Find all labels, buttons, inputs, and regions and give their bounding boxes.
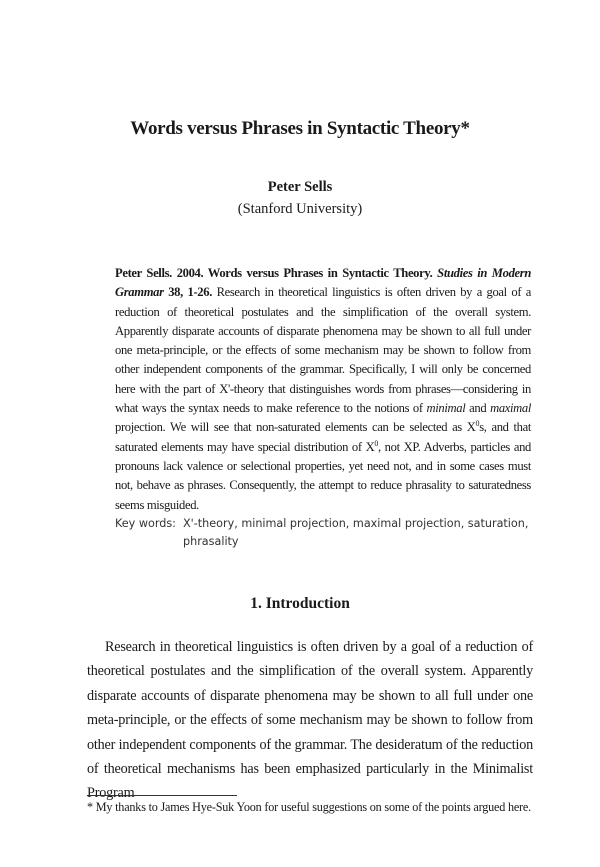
author-affiliation: (Stanford University) (237, 201, 363, 217)
footnote: * My thanks to James Hye-Suk Yoon for useful suggestions on some of the points argued here. (87, 800, 531, 814)
abstract-text-1: Research in theoretical linguistics is often driven by a goal of a reduction of theoretical postulates and the simplification of the overall system. Apparently disparate accounts of disparate phenomena may be shown to all full under one meta-principle, or the effects of some mechanism may be shown to follow from other independent components of the grammar. Specifically, I will only be concerned here with the part of X'-theory that distinguishes words from phrases—considering in what ways the syntax needs to make reference to the notions of (115, 285, 531, 416)
section-heading: 1. Introduction (250, 595, 350, 612)
abstract (115, 264, 531, 515)
abstract-text-2c: , not XP. Adverbs, particles and pronouns lack valence or selectional properties, yet need not, and in some cases must not, behave as phrases. Consequently, the attempt to reduce phrasality to saturatedness seems misguided. (115, 439, 531, 512)
keywords-label: Key words: (115, 517, 176, 530)
keywords (115, 515, 535, 551)
footnote-divider (87, 795, 237, 796)
body-text: Research in theoretical linguistics is often driven by a goal of a reduction of theoretical postulates and the simplification of the overall system. Apparently disparate accounts of disparate phenomena may be shown to all full under one meta-principle, or the effects of some mechanism may be shown to follow from other independent components of the grammar. The desideratum of the reduction of theoretical mechanisms has been emphasized particularly in the Minimalist Program (87, 639, 533, 802)
superscript-zero-2: 0 (374, 438, 378, 448)
abstract-volume-pages: 38, 1-26. (168, 285, 212, 300)
abstract-em-minimal: minimal (426, 401, 466, 416)
superscript-zero-1: 0 (475, 419, 480, 429)
paper-title: Words versus Phrases in Syntactic Theory* (130, 118, 470, 139)
abstract-em-maximal: maximal (490, 401, 532, 416)
body-paragraph (87, 635, 533, 806)
abstract-citation: Peter Sells. 2004. Words versus Phrases in Syntactic Theory. (115, 266, 433, 280)
keywords-line-2: phrasality (183, 535, 239, 548)
abstract-text-2b: s, and that saturated elements may have special distribution of X (115, 420, 531, 454)
author-name: Peter Sells (267, 179, 333, 195)
abstract-text-2a: projection. We will see that non-saturated elements can be selected as X (115, 420, 476, 435)
abstract-journal: Studies in Modern Grammar (115, 266, 531, 300)
abstract-and: and (469, 401, 487, 416)
keywords-line-1: X'-theory, minimal projection, maximal projection, saturation, (183, 517, 529, 530)
